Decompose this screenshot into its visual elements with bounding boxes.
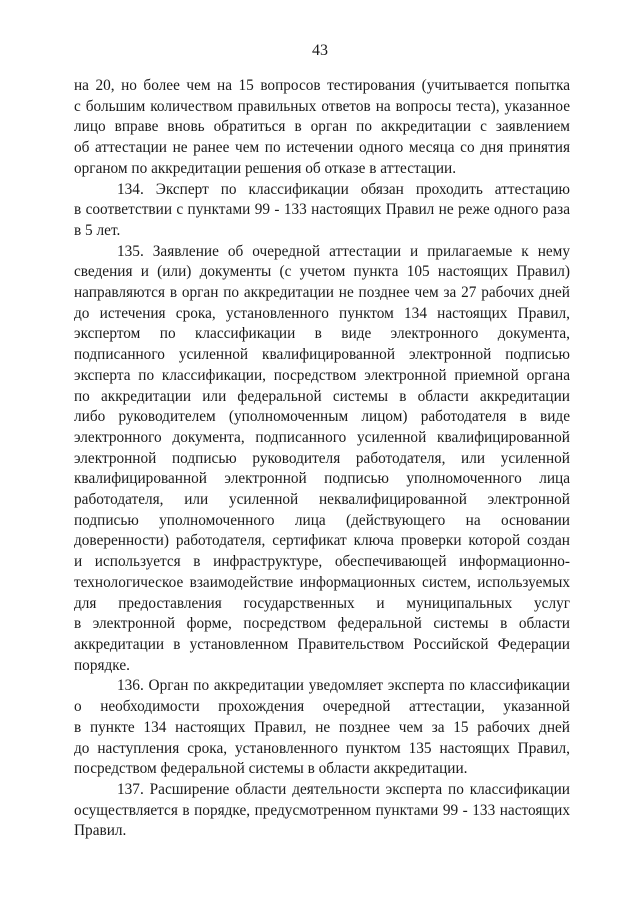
text-line: в 5 лет. xyxy=(74,221,121,239)
paragraph xyxy=(74,242,570,677)
text-line: эксперта по классификации, посредством электронной приемной органа xyxy=(74,366,570,384)
text-line: и используется в инфраструктуре, обеспечивающей информационно- xyxy=(74,553,570,571)
text-line: экспертом по классификации в виде электронного документа, xyxy=(74,325,570,343)
text-line: о необходимости прохождения очередной аттестации, указанной xyxy=(74,698,570,716)
document-body xyxy=(74,76,570,842)
paragraph xyxy=(74,780,570,842)
text-line: осуществляется в порядке, предусмотренном пунктами 99 - 133 настоящих xyxy=(74,801,570,819)
text-line: 137. Расширение области деятельности эксперта по классификации xyxy=(117,780,570,798)
text-line: лицо вправе вновь обратиться в орган по аккредитации с заявлением xyxy=(74,118,570,136)
text-line: для предоставления государственных и муниципальных услуг xyxy=(74,594,570,612)
text-line: 135. Заявление об очередной аттестации и прилагаемые к нему xyxy=(117,242,570,260)
text-line: 136. Орган по аккредитации уведомляет эксперта по классификации xyxy=(117,677,570,695)
text-line: до истечения срока, установленного пунктом 134 настоящих Правил, xyxy=(74,304,570,322)
text-line: по аккредитации или федеральной системы в области аккредитации xyxy=(74,387,570,405)
text-line: подписью уполномоченного лица (действующего на основании xyxy=(74,511,570,529)
text-line: в пункте 134 настоящих Правил, не позднее чем за 15 рабочих дней xyxy=(74,718,570,736)
text-line: сведения и (или) документы (с учетом пункта 105 настоящих Правил) xyxy=(74,263,570,281)
text-line: технологическое взаимодействие информационных систем, используемых xyxy=(74,573,570,591)
text-line: органом по аккредитации решения об отказе в аттестации. xyxy=(74,159,457,177)
text-line: 134. Эксперт по классификации обязан проходить аттестацию xyxy=(117,180,570,198)
paragraph xyxy=(74,76,570,180)
paragraph xyxy=(74,180,570,242)
text-line: электронного документа, подписанного усиленной квалифицированной xyxy=(74,428,570,446)
text-line: работодателя, или усиленной неквалифицированной электронной xyxy=(74,491,570,509)
text-line: подписанного усиленной квалифицированной электронной подписью xyxy=(74,346,570,364)
page-number: 43 xyxy=(312,42,328,59)
text-line: с большим количеством правильных ответов на вопросы теста), указанное xyxy=(74,97,570,115)
text-line: на 20, но более чем на 15 вопросов тестирования (учитывается попытка xyxy=(74,77,570,94)
text-line: либо руководителем (уполномоченным лицом) работодателя в виде xyxy=(74,408,570,426)
text-line: доверенности) работодателя, сертификат ключа проверки которой создан xyxy=(74,532,570,550)
text-line: Правил. xyxy=(74,822,127,840)
text-line: до наступления срока, установленного пунктом 135 настоящих Правил, xyxy=(74,739,570,757)
text-line: направляются в орган по аккредитации не позднее чем за 27 рабочих дней xyxy=(74,284,570,302)
text-line: об аттестации не ранее чем по истечении одного месяца со дня принятия xyxy=(74,139,570,157)
text-line: посредством федеральной системы в области аккредитации. xyxy=(74,760,468,778)
text-line: квалифицированной электронной подписью уполномоченного лица xyxy=(74,470,570,488)
text-line: электронной подписью руководителя работодателя, или усиленной xyxy=(74,449,570,467)
text-line: в соответствии с пунктами 99 - 133 настоящих Правил не реже одного раза xyxy=(74,201,570,219)
text-line: порядке. xyxy=(74,656,130,674)
text-line: в электронной форме, посредством федеральной системы в области xyxy=(74,615,570,633)
text-line: аккредитации в установленном Правительством Российской Федерации xyxy=(74,635,570,653)
paragraph xyxy=(74,676,570,780)
